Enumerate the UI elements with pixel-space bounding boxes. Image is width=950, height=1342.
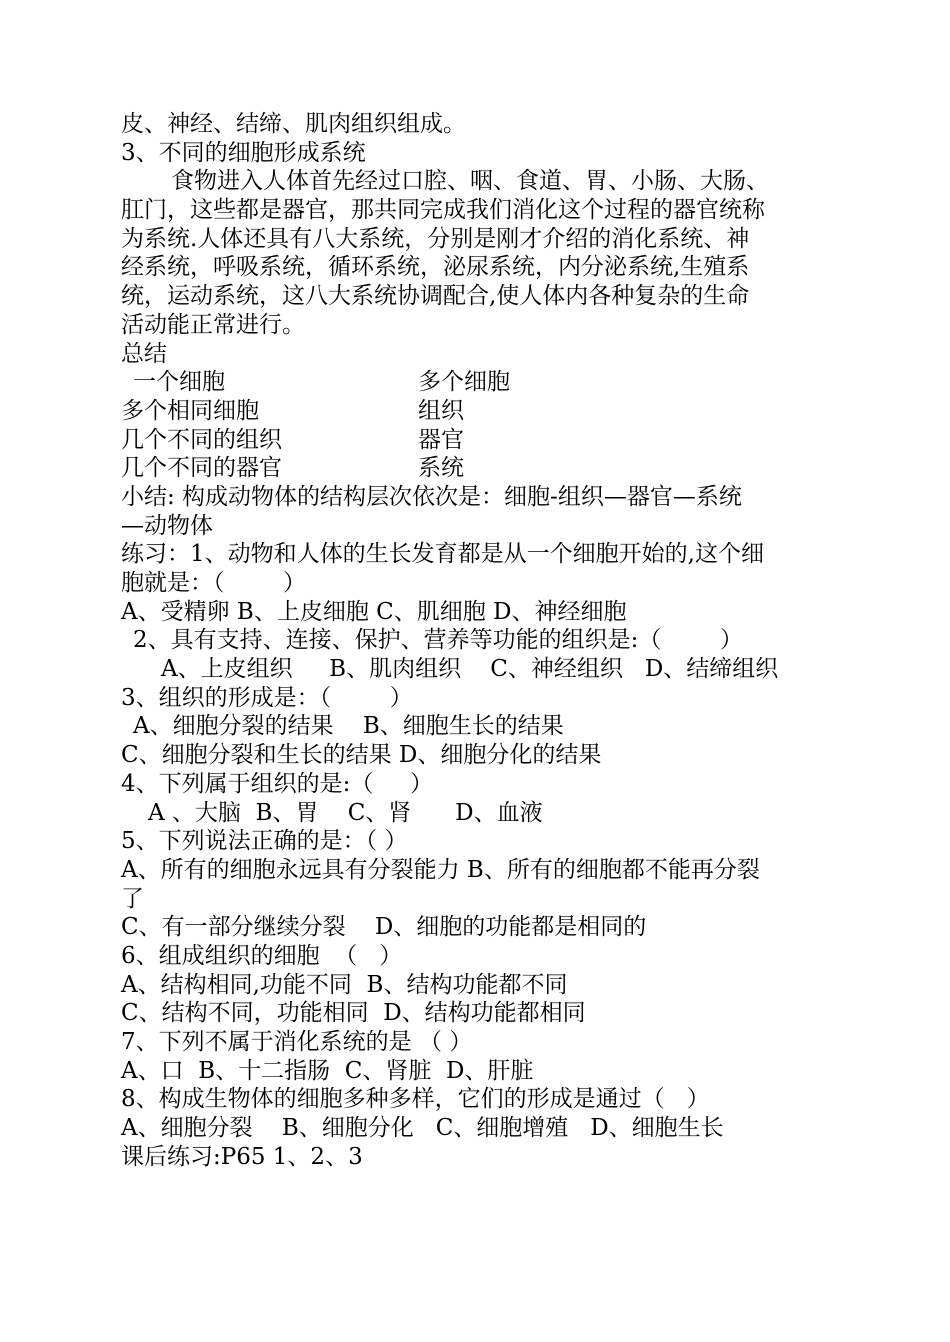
summary-right: 器官 <box>418 426 464 453</box>
conclusion-line: 小结: 构成动物体的结构层次依次是：细胞-组织—器官—系统 <box>121 483 742 510</box>
summary-row <box>121 454 851 483</box>
exercise-question: 2、具有支持、连接、保护、营养等功能的组织是:（ ） <box>133 627 743 654</box>
summary-left: 多个相同细胞 <box>121 397 259 424</box>
summary-right: 组织 <box>418 397 464 424</box>
exercise-options: A、口 B、十二指肠 C、肾脏 D、肝脏 <box>121 1057 534 1084</box>
exercise-options: A、上皮组织 B、肌肉组织 C、神经组织 D、结缔组织 <box>161 656 779 683</box>
exercise-question: 练习：1、动物和人体的生长发育都是从一个细胞开始的,这个细 <box>121 541 764 568</box>
summary-left: 几个不同的器官 <box>121 455 282 482</box>
paragraph-line: 食物进入人体首先经过口腔、咽、食道、胃、小肠、大肠、 <box>171 168 769 195</box>
summary-left: 几个不同的组织 <box>121 426 282 453</box>
exercise-question: 胞就是：（ ） <box>121 570 306 596</box>
summary-right: 系统 <box>418 455 464 482</box>
homework-line: 课后练习:P65 1、2、3 <box>121 1143 363 1170</box>
exercise-options: A、结构相同,功能不同 B、结构功能都不同 <box>121 971 568 998</box>
exercise-options: C、结构不同，功能相同 D、结构功能都相同 <box>121 1000 586 1027</box>
paragraph-line: 肛门，这些都是器官，那共同完成我们消化这个过程的器官统称 <box>121 197 765 224</box>
summary-row <box>121 397 851 426</box>
paragraph-line: 经系统，呼吸系统，循环系统，泌尿系统，内分泌系统,生殖系 <box>121 254 750 281</box>
exercise-question: 7、下列不属于消化系统的是 （ ） <box>121 1029 473 1055</box>
exercise-question: 4、下列属于组织的是:（ ） <box>121 770 433 797</box>
text-line: 皮、神经、结缔、肌肉组织组成。 <box>121 111 466 137</box>
summary-row <box>121 426 851 455</box>
paragraph-line: 为系统.人体还具有八大系统，分别是刚才介绍的消化系统、神 <box>121 225 750 252</box>
paragraph-line: 活动能正常进行。 <box>121 311 305 338</box>
exercise-question: 6、组成组织的细胞 （ ） <box>121 942 403 969</box>
exercise-options: C、细胞分裂和生长的结果 D、细胞分化的结果 <box>121 742 602 769</box>
summary-title: 总结 <box>121 340 167 367</box>
exercise-options: A 、大脑 B、胃 C、肾 D、血液 <box>148 799 543 826</box>
exercise-options: A、所有的细胞永远具有分裂能力 B、所有的细胞都不能再分裂 <box>121 856 760 883</box>
summary-right: 多个细胞 <box>418 369 510 396</box>
exercise-options: A、受精卵 B、上皮细胞 C、肌细胞 D、神经细胞 <box>121 598 627 625</box>
document-page <box>121 110 851 1171</box>
exercise-question: 3、组织的形成是：（ ） <box>121 684 413 711</box>
exercise-options: A、细胞分裂 B、细胞分化 C、细胞增殖 D、细胞生长 <box>121 1115 724 1142</box>
summary-left: 一个细胞 <box>133 369 225 396</box>
exercise-options: 了 <box>121 885 144 912</box>
conclusion-line: —动物体 <box>121 512 213 539</box>
exercise-question: 5、下列说法正确的是：（ ） <box>121 828 408 855</box>
exercise-options: C、有一部分继续分裂 D、细胞的功能都是相同的 <box>121 914 647 941</box>
paragraph-line: 统，运动系统，这八大系统协调配合,使人体内各种复杂的生命 <box>121 283 750 310</box>
exercise-question: 8、构成生物体的细胞多种多样，它们的形成是通过（ ） <box>121 1086 710 1113</box>
summary-row <box>121 368 851 397</box>
exercise-options: A、细胞分裂的结果 B、细胞生长的结果 <box>133 713 564 740</box>
section-heading: 3、不同的细胞形成系统 <box>121 139 366 166</box>
